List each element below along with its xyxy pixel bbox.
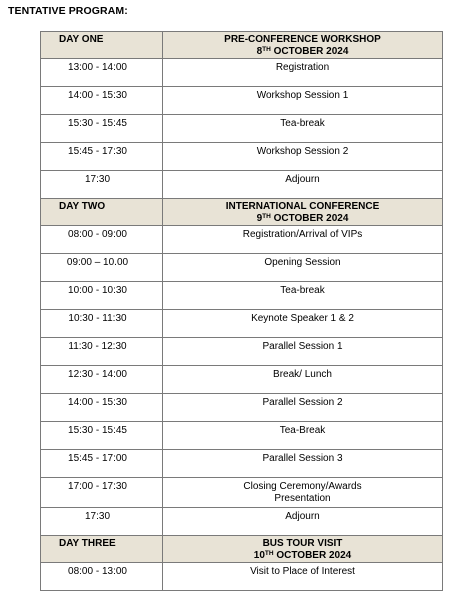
program-table <box>40 31 443 591</box>
time-cell: 17:00 - 17:30 <box>41 478 163 508</box>
schedule-row <box>41 450 443 478</box>
time-cell: 12:30 - 14:00 <box>41 366 163 394</box>
activity-cell: Parallel Session 1 <box>163 338 443 366</box>
schedule-row <box>41 282 443 310</box>
time-cell: 17:30 <box>41 171 163 199</box>
schedule-row <box>41 422 443 450</box>
day-header-row <box>41 199 443 226</box>
time-cell: 15:45 - 17:00 <box>41 450 163 478</box>
schedule-row <box>41 394 443 422</box>
activity-cell: Parallel Session 3 <box>163 450 443 478</box>
schedule-row <box>41 478 443 508</box>
time-cell: 08:00 - 13:00 <box>41 563 163 591</box>
activity-cell: Adjourn <box>163 171 443 199</box>
activity-cell: Tea-Break <box>163 422 443 450</box>
schedule-row <box>41 563 443 591</box>
schedule-row <box>41 366 443 394</box>
activity-cell: Registration/Arrival of VIPs <box>163 226 443 254</box>
activity-cell: Workshop Session 2 <box>163 143 443 171</box>
activity-cell: Break/ Lunch <box>163 366 443 394</box>
schedule-row <box>41 508 443 536</box>
page-title: TENTATIVE PROGRAM: <box>8 5 128 17</box>
day-header-row <box>41 536 443 563</box>
activity-line: Presentation <box>274 493 331 504</box>
schedule-row <box>41 59 443 87</box>
day-date: 8TH OCTOBER 2024 <box>256 46 349 57</box>
day-title-cell <box>163 536 443 563</box>
schedule-row <box>41 171 443 199</box>
day-label: DAY THREE <box>41 536 163 563</box>
activity-cell: Adjourn <box>163 508 443 536</box>
schedule-row <box>41 143 443 171</box>
day-date: 10TH OCTOBER 2024 <box>253 550 352 561</box>
time-cell: 15:30 - 15:45 <box>41 422 163 450</box>
time-cell: 10:30 - 11:30 <box>41 310 163 338</box>
time-cell: 15:30 - 15:45 <box>41 115 163 143</box>
schedule-row <box>41 254 443 282</box>
schedule-row <box>41 87 443 115</box>
schedule-row <box>41 310 443 338</box>
schedule-row <box>41 226 443 254</box>
time-cell: 14:00 - 15:30 <box>41 394 163 422</box>
time-cell: 10:00 - 10:30 <box>41 282 163 310</box>
day-title: BUS TOUR VISIT <box>262 538 343 549</box>
time-cell: 11:30 - 12:30 <box>41 338 163 366</box>
time-cell: 13:00 - 14:00 <box>41 59 163 87</box>
day-label: DAY TWO <box>41 199 163 226</box>
activity-cell <box>163 478 443 508</box>
day-title-cell <box>163 32 443 59</box>
day-title: INTERNATIONAL CONFERENCE <box>225 201 380 212</box>
day-label: DAY ONE <box>41 32 163 59</box>
time-cell: 17:30 <box>41 508 163 536</box>
activity-cell: Parallel Session 2 <box>163 394 443 422</box>
activity-cell: Visit to Place of Interest <box>163 563 443 591</box>
activity-cell: Keynote Speaker 1 & 2 <box>163 310 443 338</box>
activity-cell: Opening Session <box>163 254 443 282</box>
day-header-row <box>41 32 443 59</box>
activity-cell: Registration <box>163 59 443 87</box>
schedule-row <box>41 338 443 366</box>
day-title: PRE-CONFERENCE WORKSHOP <box>224 34 381 45</box>
activity-cell: Tea-break <box>163 115 443 143</box>
activity-cell: Tea-break <box>163 282 443 310</box>
day-date: 9TH OCTOBER 2024 <box>256 213 349 224</box>
activity-line: Closing Ceremony/Awards <box>243 481 362 492</box>
time-cell: 09:00 – 10.00 <box>41 254 163 282</box>
activity-cell: Workshop Session 1 <box>163 87 443 115</box>
time-cell: 15:45 - 17:30 <box>41 143 163 171</box>
schedule-row <box>41 115 443 143</box>
time-cell: 08:00 - 09:00 <box>41 226 163 254</box>
day-title-cell <box>163 199 443 226</box>
time-cell: 14:00 - 15:30 <box>41 87 163 115</box>
